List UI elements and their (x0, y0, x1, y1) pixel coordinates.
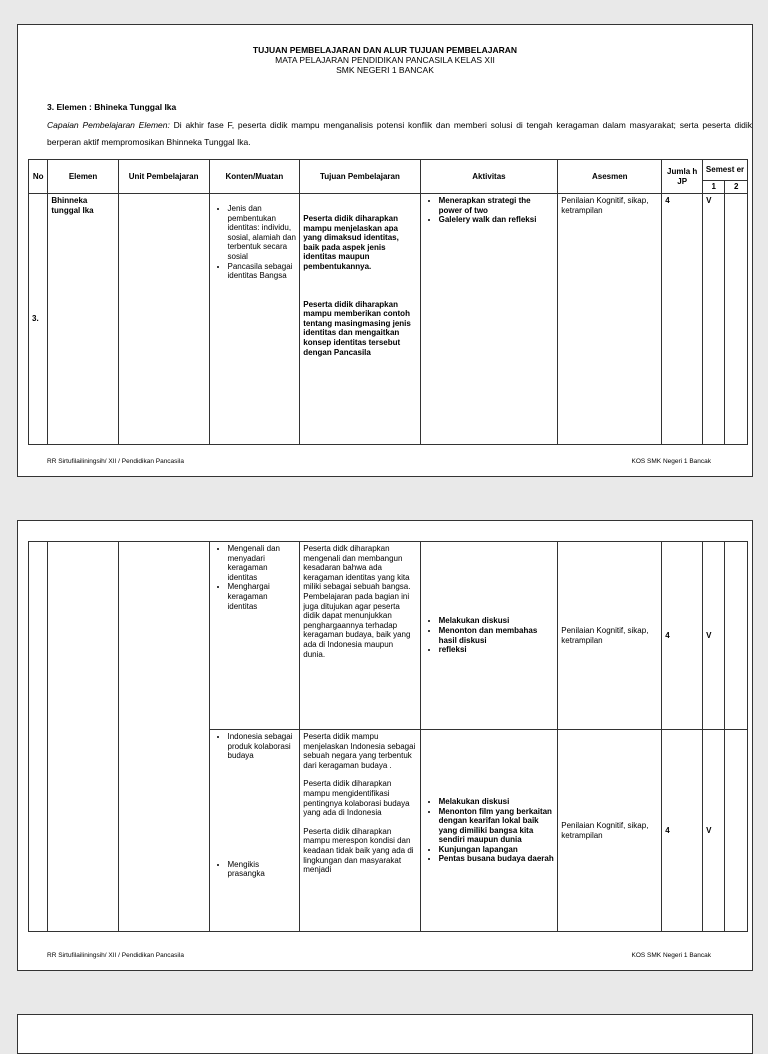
list-item: • Pentas busana budaya daerah (439, 854, 555, 864)
cell-aktivitas (420, 730, 558, 932)
document-page-3 (17, 1014, 753, 1054)
cell-asesmen: Penilaian Kognitif, sikap, ketrampilan (558, 542, 662, 730)
cell-jumlah-jp: 4 (662, 730, 703, 932)
list-item: • Kunjungan lapangan (439, 845, 555, 855)
list-item: • Menerapkan strategi the power of two (439, 196, 555, 215)
cell-tujuan (300, 194, 420, 445)
header-aktivitas: Aktivitas (420, 160, 558, 194)
cell-semester-2 (725, 730, 748, 932)
list-item: • Mengikis prasangka (228, 860, 297, 879)
list-item: • Pancasila sebagai identitas Bangsa (228, 262, 297, 281)
cell-elemen (48, 542, 118, 932)
cell-unit (118, 194, 209, 445)
list-item: • Menonton film yang berkaitan dengan kearifan lokal baik yang dimiliki bangsa kita sendiri maupun dunia (439, 807, 555, 845)
header-semester-2: 2 (725, 181, 748, 194)
table-row (29, 542, 748, 730)
cell-asesmen: Penilaian Kognitif, sikap, ketrampilan (558, 194, 662, 445)
cell-unit (118, 542, 209, 932)
header-tujuan: Tujuan Pembelajaran (300, 160, 420, 194)
cell-semester-1: V (703, 194, 725, 445)
list-item: • Mengenali dan menyadari keragaman identitas (228, 544, 297, 582)
tujuan-paragraph: Peserta didik diharapkan mampu menjelaskan apa yang dimaksud identitas, baik pada aspek jenis identitas maupun pembentukannya. (303, 214, 399, 271)
header-unit: Unit Pembelajaran (118, 160, 209, 194)
cell-tujuan: Peserta didk diharapkan mengenali dan membangun kesadaran bahwa ada keragaman identitas yang kita miliki sebagai sebuah bangsa. Pembelajaran pada bagian ini juga ditujukan agar peserta didik dapat menunjukkan penghargaannya terhadap keragaman budaya, baik yang ada di Indonesia maupun dunia. (300, 542, 420, 730)
footer-author: RR Sirtufilailiningsih/ XII / Pendidikan Pancasila (47, 458, 184, 465)
list-item: • Melakukan diskusi (439, 616, 555, 626)
cell-elemen: Bhinneka tunggal Ika (48, 194, 118, 445)
tujuan-paragraph: Peserta didik diharapkan mampu mengidentifikasi pentingnya kolaborasi budaya yang ada di Indonesia (303, 779, 410, 818)
element-heading: 3. Elemen : Bhineka Tunggal Ika (47, 102, 177, 112)
document-title: TUJUAN PEMBELAJARAN DAN ALUR TUJUAN PEMBELAJARAN (252, 45, 518, 55)
cell-konten (209, 730, 300, 932)
capaian-label: Capaian Pembelajaran Elemen: (47, 120, 170, 130)
cell-konten (209, 194, 300, 445)
learning-objectives-table (28, 159, 748, 445)
list-item: • refleksi (439, 645, 555, 655)
cell-asesmen: Penilaian Kognitif, sikap, ketrampilan (558, 730, 662, 932)
capaian-text: Di akhir fase F, peserta didik mampu menganalisis potensi konflik dan memberi solusi di tengah keragaman dalam masyarakat; serta peserta didik berperan aktif mempromosikan Bhinneka Tunggal Ika. (47, 120, 752, 147)
table-row (29, 194, 748, 445)
footer-school: KOS SMK Negeri 1 Bancak (631, 458, 711, 465)
cell-jumlah-jp: 4 (662, 542, 703, 730)
document-subject: MATA PELAJARAN PENDIDIKAN PANCASILA KELAS XII (275, 55, 495, 65)
tujuan-paragraph: Peserta didik diharapkan mampu merespon kondisi dan keadaan tidak baik yang ada di lingkungan dan masyarakat menjadi (303, 826, 414, 875)
header-no: No (29, 160, 48, 194)
footer-author: RR Sirtufilailiningsih/ XII / Pendidikan Pancasila (47, 952, 184, 959)
tujuan-paragraph: Peserta didik diharapkan mampu memberikan contoh tentang masingmasing jenis identitas dan mengaitkan konsep identitas tersebut dengan Pancasila (303, 299, 411, 357)
document-page-2 (17, 520, 753, 971)
cell-tujuan (300, 730, 420, 932)
cell-aktivitas (420, 194, 558, 445)
tujuan-paragraph: Peserta didik mampu menjelaskan Indonesia sebagai sebuah negara yang terbentuk dari keragaman budaya . (303, 732, 416, 770)
list-item: • Menghargai keragaman identitas (228, 582, 297, 611)
capaian-paragraph (47, 117, 752, 151)
header-konten: Konten/Muatan (209, 160, 300, 194)
cell-aktivitas (420, 542, 558, 730)
header-semester: Semest er (703, 160, 748, 181)
list-item: • Melakukan diskusi (439, 797, 555, 807)
header-semester-1: 1 (703, 181, 725, 194)
header-asesmen: Asesmen (558, 160, 662, 194)
learning-objectives-table-continued (28, 541, 748, 932)
cell-konten (209, 542, 300, 730)
header-elemen: Elemen (48, 160, 118, 194)
footer-school: KOS SMK Negeri 1 Bancak (631, 952, 711, 959)
list-item: • Menonton dan membahas hasil diskusi (439, 626, 555, 645)
document-page-1 (17, 24, 753, 477)
list-item: • Indonesia sebagai produk kolaborasi budaya (228, 732, 297, 761)
cell-semester-2 (725, 194, 748, 445)
list-item: • Galelery walk dan refleksi (439, 215, 555, 225)
cell-semester-2 (725, 542, 748, 730)
list-item: • Jenis dan pembentukan identitas: individu, sosial, alamiah dan terbentuk secara sosial (228, 204, 297, 262)
cell-semester-1: V (703, 542, 725, 730)
cell-jumlah-jp: 4 (662, 194, 703, 445)
document-school: SMK NEGERI 1 BANCAK (336, 65, 434, 75)
cell-semester-1: V (703, 730, 725, 932)
header-jumlah-jp: Jumla h JP (662, 160, 703, 194)
cell-no: 3. (29, 194, 48, 445)
document-title-block (18, 45, 752, 75)
cell-no (29, 542, 48, 932)
